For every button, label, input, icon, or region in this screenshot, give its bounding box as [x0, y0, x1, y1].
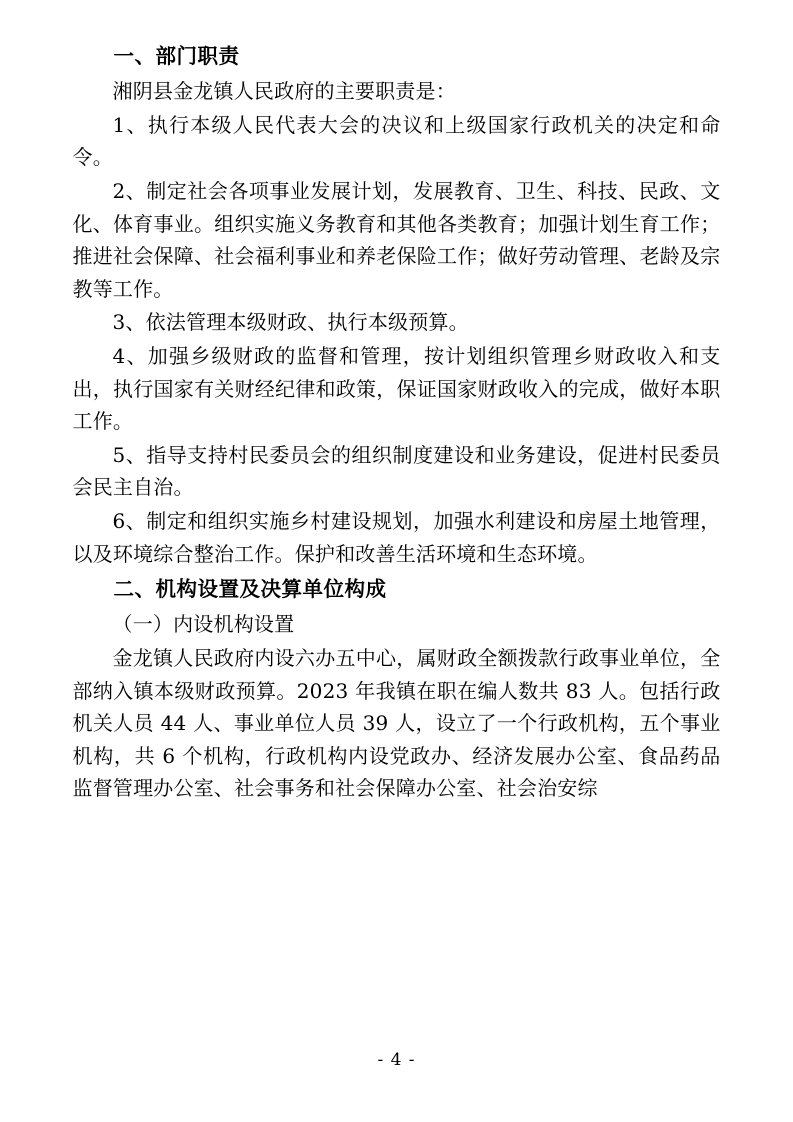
- section-heading-organization-structure: 二、机构设置及决算单位构成: [113, 577, 387, 602]
- subsection-heading-internal-organization: （一）内设机构设置: [112, 612, 295, 637]
- paragraph-duty-1: 1、执行本级人民代表大会的决议和上级国家行政机关的决定和命令。: [72, 112, 721, 170]
- page-number-footer: - 4 -: [377, 1050, 416, 1070]
- paragraph-duty-5: 5、指导支持村民委员会的组织制度建设和业务建设，促进村民委员会民主自治。: [72, 442, 721, 500]
- paragraph-duty-6: 6、制定和组织实施乡村建设规划，加强水利建设和房屋土地管理，以及环境综合整治工作。保护和改善生活环境和生态环境。: [72, 508, 721, 566]
- paragraph-duty-2: 2、制定社会各项事业发展计划，发展教育、卫生、科技、民政、文化、体育事业。组织实施义务教育和其他各类教育；加强计划生育工作；推进社会保障、社会福利事业和养老保险工作；做好劳动管理、老龄及宗教等工作。: [72, 178, 721, 301]
- document-body: [73, 40, 721, 805]
- paragraph-intro: 湘阴县金龙镇人民政府的主要职责是：: [112, 79, 456, 104]
- paragraph-organization-detail: 金龙镇人民政府内设六办五中心，属财政全额拨款行政事业单位，全部纳入镇本级财政预算。2023 年我镇在职在编人数共 83 人。包括行政机关人员 44 人、事业单位人员 39 人，设立了一个行政机构，五个事业机构，共 6 个机构，行政机构内设党政办、经济发展办公室、食品药品监督管理办公室、社会事务和社会保障办公室、社会治安综: [72, 645, 721, 801]
- section-heading-department-duties: 一、部门职责: [113, 44, 240, 68]
- paragraph-duty-3: 3、依法管理本级财政、执行本级预算。: [112, 310, 469, 335]
- paragraph-duty-4: 4、加强乡级财政的监督和管理，按计划组织管理乡财政收入和支出，执行国家有关财经纪律和政策，保证国家财政收入的完成，做好本职工作。: [72, 343, 721, 434]
